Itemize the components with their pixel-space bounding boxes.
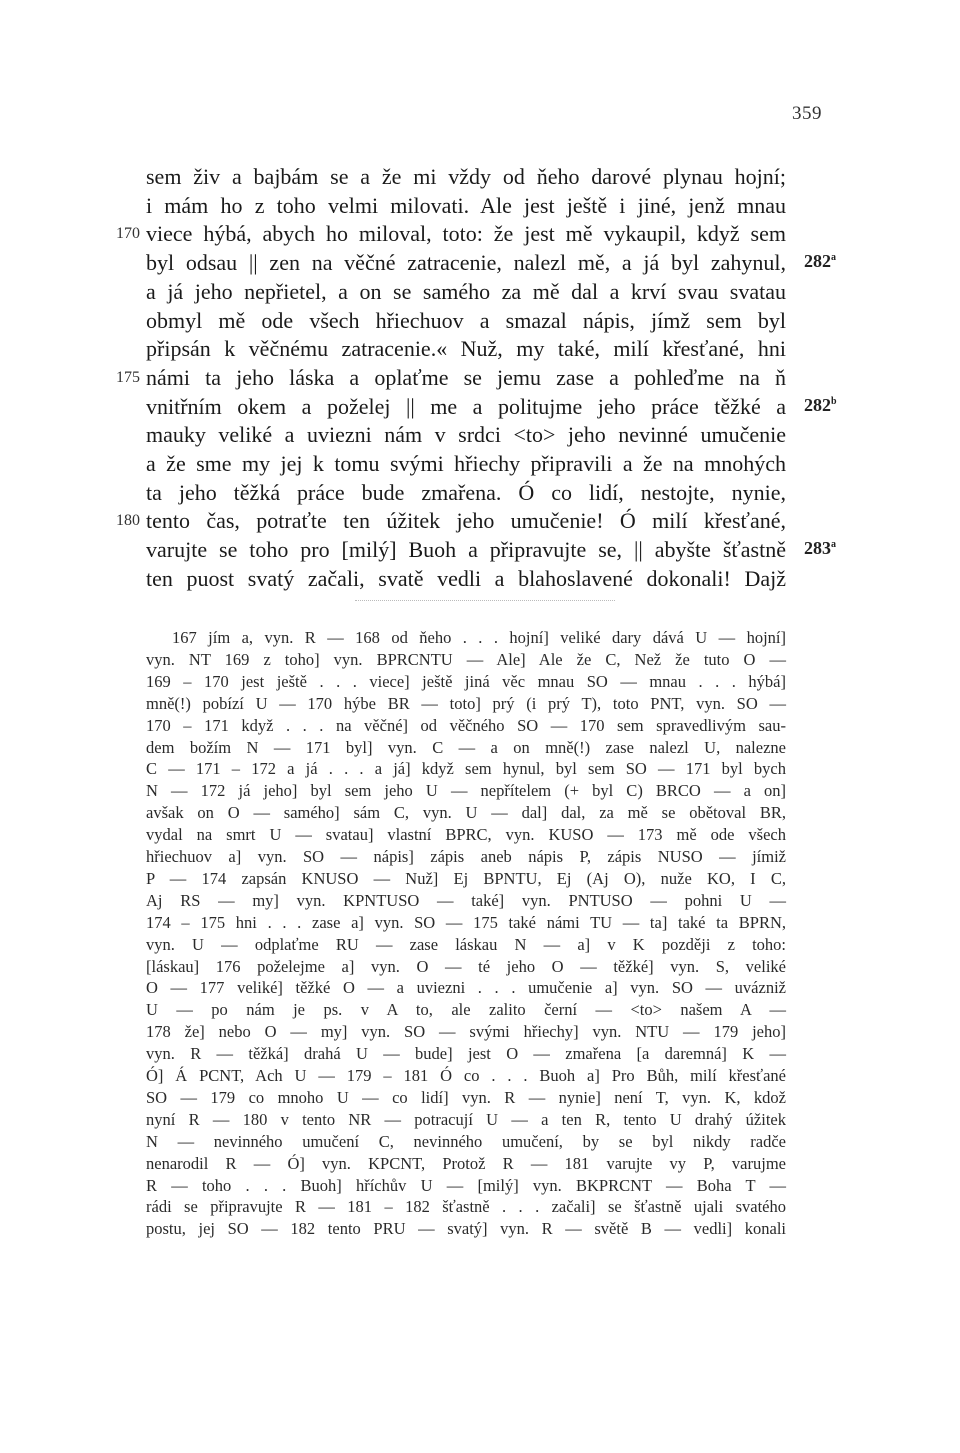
text-line <box>146 192 786 220</box>
apparatus-line: [láskau] 176 poželejme a] vyn. O — té jeho O — těžké] vyn. S, veliké <box>146 956 786 976</box>
apparatus-line: dem božím N — 171 byl] vyn. C — a on mně(!) zase nalezl U, nalezne <box>146 737 786 757</box>
folio-side: a <box>831 252 836 264</box>
folio-side: b <box>831 395 837 407</box>
line-number: 180 <box>116 512 140 530</box>
text-line <box>146 565 786 593</box>
folio-number: 283 <box>804 538 831 559</box>
line-number: 175 <box>116 368 140 386</box>
folio-number: 282 <box>804 251 831 272</box>
text-line <box>146 421 786 449</box>
apparatus-line: hřiechuov a] vyn. SO — nápis] zápis aneb nápis P, zápis NUSO — jímiž <box>146 847 786 866</box>
folio-marker <box>804 251 836 272</box>
text-line <box>146 163 786 191</box>
apparatus-line: nyní R — 180 v tento NR — potracují U — a ten R, tento U drahý úžitek <box>146 1109 786 1129</box>
folio-marker <box>804 395 837 416</box>
line-text: obmyl mě ode všech hřiechuov a smazal nápis, jímž sem byl <box>146 307 786 333</box>
folio-side: a <box>831 539 836 551</box>
line-text: tento čas, potraťte ten úžitek jeho umučenie! Ó milí křesťané, <box>146 508 786 534</box>
line-text: byl odsau || zen na věčné zatracenie, nalezl mě, a já byl zahynul, <box>146 250 786 276</box>
text-line <box>146 307 786 335</box>
line-text: ta jeho těžká práce bude zmařena. Ó co lidí, nestojte, nynie, <box>146 479 786 505</box>
apparatus-line: C — 171 – 172 a já . . . a já] když sem hynul, byl sem SO — 171 byl bych <box>146 759 786 779</box>
text-line <box>146 335 786 363</box>
apparatus-line: Aj RS — my] vyn. KPNTUSO — také] vyn. PNTUSO — pohni U — <box>146 890 786 910</box>
page-number: 359 <box>792 103 822 124</box>
text-line <box>146 536 786 564</box>
apparatus-line: 167 jím a, vyn. R — 168 od ňeho . . . hojní] veliké dary dává U — hojní] <box>172 628 786 647</box>
line-text: varujte se toho pro [milý] Buoh a připravujte se, || abyšte šťastně <box>146 537 786 563</box>
line-number: 170 <box>116 225 140 243</box>
line-text: mauky veliké a uviezni nám v srdci <to> jeho nevinné umučenie <box>146 422 786 448</box>
apparatus-line: R — toho . . . Buoh] hříchův U — [milý] vyn. BKPRCNT — Boha T — <box>146 1175 786 1195</box>
line-text: i mám ho z toho velmi milovati. Ale jest ještě i jiné, jenž mnau <box>146 192 786 218</box>
text-line <box>116 364 786 392</box>
apparatus-line: 169 – 170 jest ještě . . . viece] ještě jiná věc mnau SO — mnau . . . hýbá] <box>146 671 786 691</box>
text-line <box>146 393 786 421</box>
apparatus-line: 170 – 171 když . . . na věčné] od věčného SO — 170 sem spravedlivým sau- <box>146 715 786 735</box>
apparatus-line: 174 – 175 hni . . . zase a] vyn. SO — 175 také námi TU — ta] také ta BPRN, <box>146 912 786 932</box>
text-line <box>116 220 786 248</box>
apparatus-line: O — 177 veliké] těžké O — a uviezni . . . umučenie a] vyn. SO — uvázniž <box>146 978 786 998</box>
apparatus-line: Ó] Á PCNT, Ach U — 179 – 181 Ó co . . . Buoh a] Pro Bůh, milí křesťané <box>146 1066 786 1085</box>
apparatus-line: postu, jej SO — 182 tento PRU — svatý] vyn. R — světě B — vedli] konali <box>146 1219 786 1239</box>
line-text: vnitřním okem a poželej || me a politujme jeho práce těžké a <box>146 393 786 419</box>
line-text: připsán k věčnému zatracenie.« Nuž, my také, milí křesťané, hni <box>146 336 786 362</box>
apparatus-line: mně(!) pobízí U — 170 hýbe BR — toto] prý (i prý T), toto PNT, vyn. SO — <box>146 693 786 713</box>
apparatus-line: U — po nám je ps. v A to, ale zalito černí — <to> našem A — <box>146 1000 786 1020</box>
text-line <box>146 450 786 478</box>
apparatus-line: rádi se připravujte R — 181 – 182 šťastně . . . začali] se šťastně ujali svatého <box>146 1197 786 1217</box>
folio-number: 282 <box>804 394 831 415</box>
line-text: námi ta jeho láska a oplaťme se jemu zase a pohleďme na ň <box>146 364 786 390</box>
line-text: a že sme my jej k tomu svými hřiechy připravili a že na mnohých <box>146 451 786 476</box>
apparatus-line: N — nevinného umučení C, nevinného umučení, by se byl nikdy radče <box>146 1131 786 1151</box>
text-line <box>116 507 786 535</box>
apparatus-line: vyn. U — odplaťme RU — zase láskau N — a] v K později z toho: <box>146 934 786 954</box>
line-text: ten puost svatý začali, svatě vedli a blahoslavené dokonali! Dajž <box>146 565 786 591</box>
line-text: sem živ a bajbám se a že mi vždy od ňeho darové plynau hojní; <box>146 164 786 189</box>
apparatus-line: N — 172 já jeho] byl sem jeho U — nepřítelem (+ byl C) BRCO — a on] <box>146 781 786 801</box>
apparatus-line: vyn. R — těžká] drahá U — bude] jest O — zmařena [a daremná] K — <box>146 1044 786 1064</box>
line-text: viece hýbá, abych ho miloval, toto: že jest mě vykaupil, když sem <box>146 221 786 247</box>
line-text: a já jeho nepřietel, a on se samého za mě dal a krví svau svatau <box>146 278 786 304</box>
apparatus-line: vyn. NT 169 z toho] vyn. BPRCNTU — Ale] Ale že C, Než že tuto O — <box>146 649 786 669</box>
apparatus-line: P — 174 zapsán KNUSO — Nuž] Ej BPNTU, Ej (Aj O), nuže KO, I C, <box>146 868 786 888</box>
apparatus-line: nenarodil R — Ó] vyn. KPCNT, Protož R — 181 varujte vy P, varujme <box>146 1153 786 1173</box>
text-line <box>146 479 786 507</box>
apparatus-line: vydal na smrt U — svatau] vlastní BPRC, vyn. KUSO — 173 mě ode všech <box>146 825 786 845</box>
apparatus-line: SO — 179 co mnoho U — co lidí] vyn. R — nynie] není T, vyn. K, kdož <box>146 1087 786 1107</box>
folio-marker <box>804 538 836 559</box>
text-line <box>146 278 786 306</box>
text-line <box>146 249 786 277</box>
apparatus-line: avšak on O — samého] sám C, vyn. U — dal] dal, za mě se obětoval BR, <box>146 803 786 823</box>
divider <box>355 600 615 601</box>
apparatus-line: 178 že] nebo O — my] vyn. SO — svými hřiechy] vyn. NTU — 179 jeho] <box>146 1022 786 1042</box>
